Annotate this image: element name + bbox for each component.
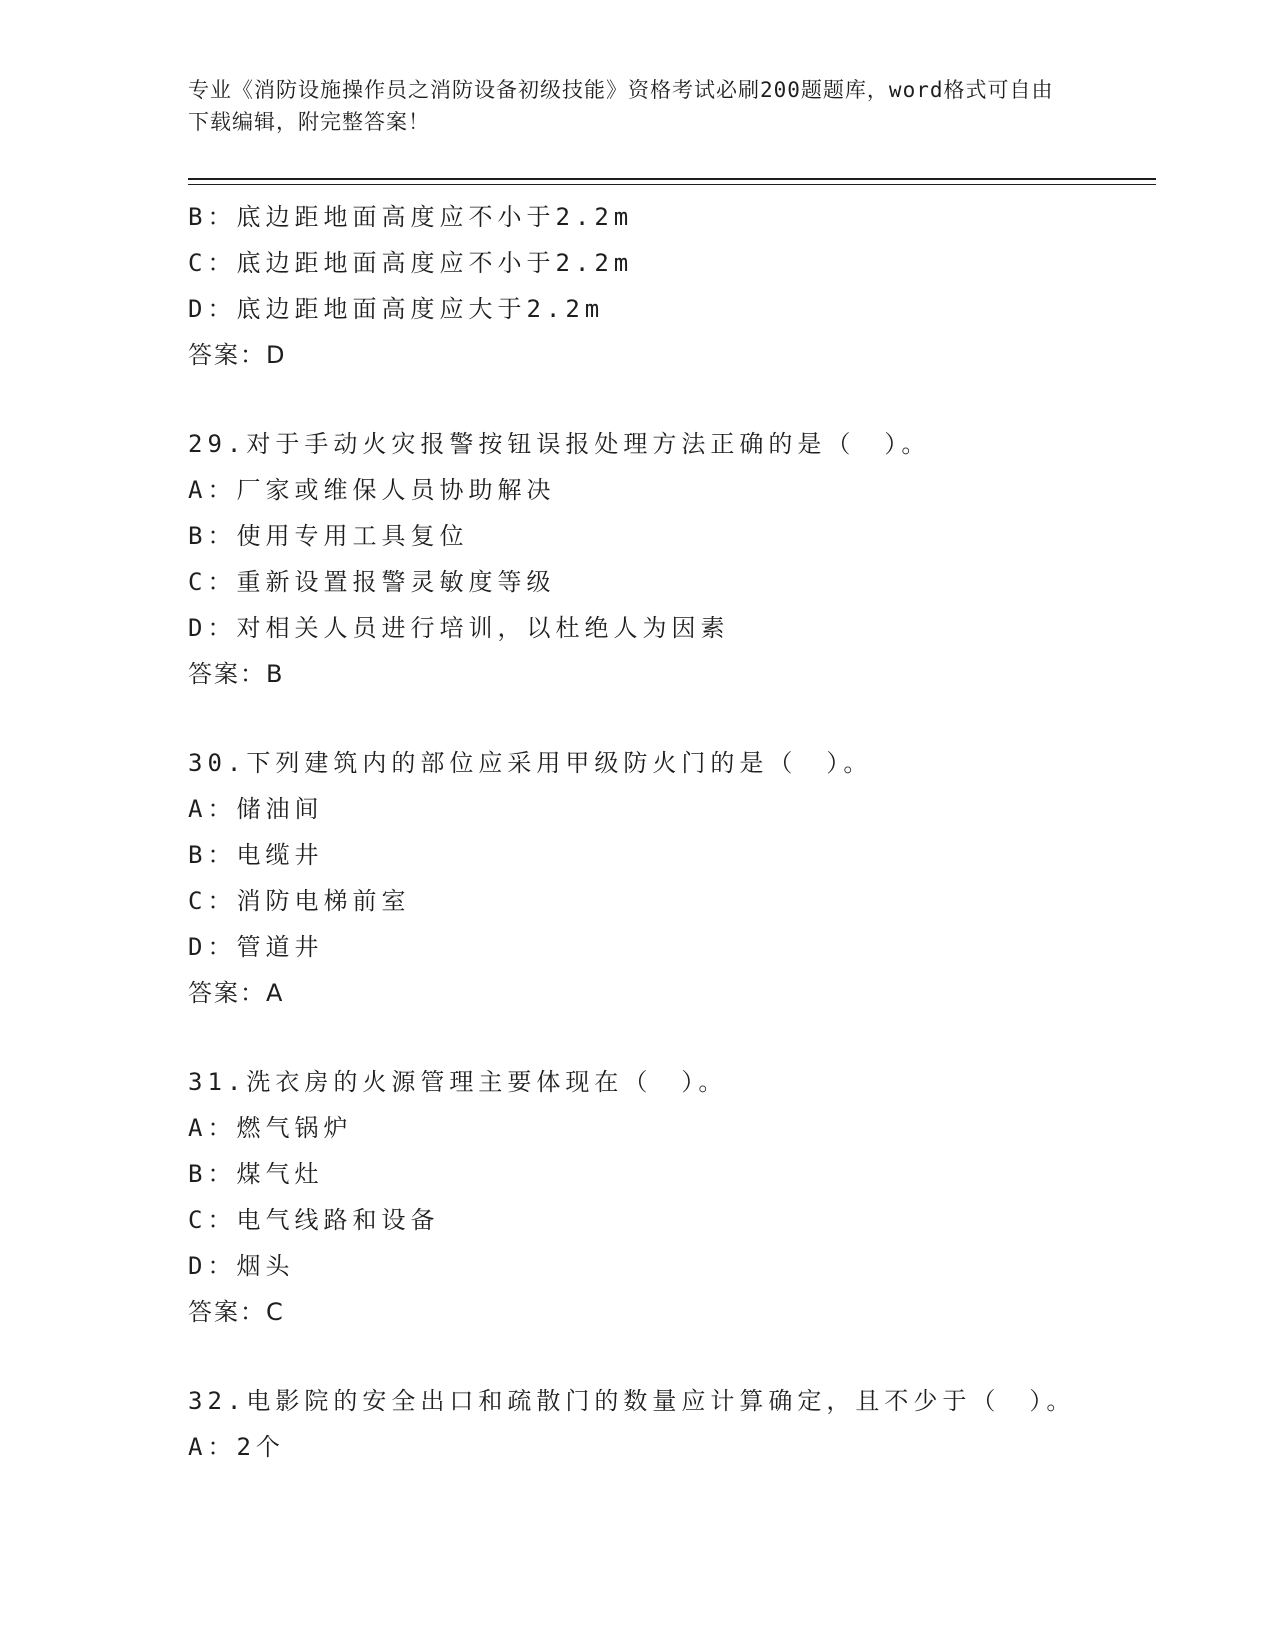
option-c: C：电气线路和设备 — [188, 1206, 440, 1234]
question-32 — [188, 1378, 1156, 1470]
option-c: C：重新设置报警灵敏度等级 — [188, 568, 556, 596]
question-stem: 29.对于手动火灾报警按钮误报处理方法正确的是（ ）。 — [188, 430, 931, 458]
option-a: A：2个 — [188, 1433, 285, 1461]
option-d: D：对相关人员进行培训，以杜绝人为因素 — [188, 614, 730, 642]
question-stem: 30.下列建筑内的部位应采用甲级防火门的是（ ）。 — [188, 749, 873, 777]
question-list — [188, 194, 1156, 1470]
option-b: B：底边距地面高度应不小于2.2m — [188, 203, 634, 231]
answer-line: 答案：D — [188, 341, 287, 369]
answer-line: 答案：C — [188, 1298, 285, 1326]
option-d: D：烟头 — [188, 1252, 295, 1280]
question-stem: 31.洗衣房的火源管理主要体现在（ ）。 — [188, 1068, 728, 1096]
answer-line: 答案：A — [188, 979, 285, 1007]
header-divider-thin — [188, 184, 1156, 185]
option-b: B：电缆井 — [188, 841, 324, 869]
question-30 — [188, 740, 1156, 1016]
answer-line: 答案：B — [188, 660, 285, 688]
question-stem: 32.电影院的安全出口和疏散门的数量应计算确定，且不少于（ ）。 — [188, 1387, 1076, 1415]
question-29 — [188, 421, 1156, 697]
question-fragment — [188, 194, 1156, 378]
document-header: 专业《消防设施操作员之消防设备初级技能》资格考试必刷200题题库，word格式可自由下载编辑，附完整答案！ — [188, 78, 1054, 134]
option-c: C：底边距地面高度应不小于2.2m — [188, 249, 634, 277]
option-d: D：管道井 — [188, 933, 324, 961]
option-a: A：储油间 — [188, 795, 324, 823]
option-a: A：厂家或维保人员协助解决 — [188, 476, 556, 504]
question-31 — [188, 1059, 1156, 1335]
option-a: A：燃气锅炉 — [188, 1114, 353, 1142]
header-divider-thick — [188, 178, 1156, 180]
option-b: B：煤气灶 — [188, 1160, 324, 1188]
option-b: B：使用专用工具复位 — [188, 522, 469, 550]
option-c: C：消防电梯前室 — [188, 887, 411, 915]
option-d: D：底边距地面高度应大于2.2m — [188, 295, 605, 323]
